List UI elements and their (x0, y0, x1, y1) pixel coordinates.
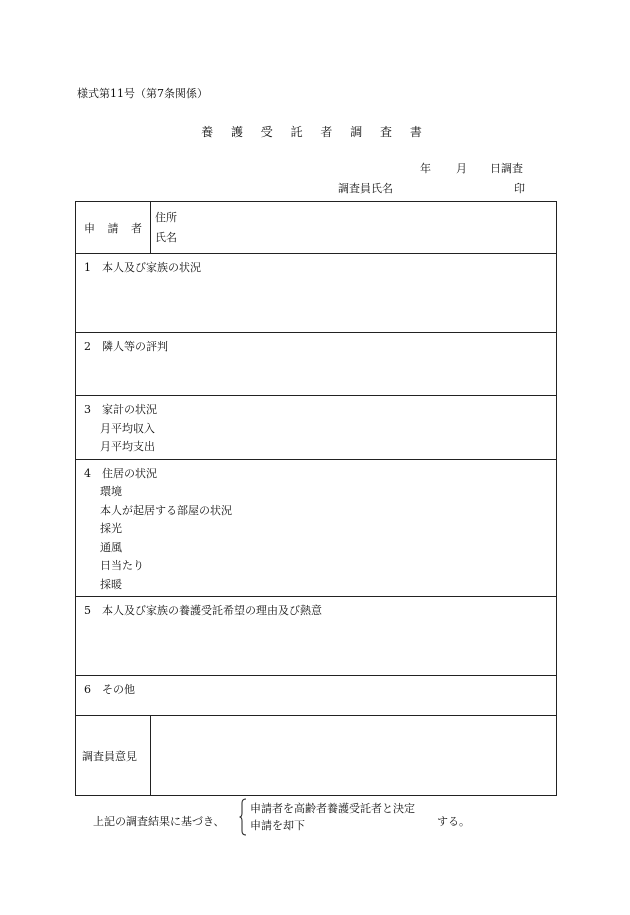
section-title: 本人及び家族の養護受託希望の理由及び熱意 (102, 604, 322, 617)
section-row (76, 396, 557, 460)
investigator-line (338, 180, 525, 196)
option-approve[interactable]: 申請者を高齢者養護受託者と決定 (250, 802, 415, 815)
applicant-row (76, 202, 557, 254)
decision-options (250, 800, 415, 834)
survey-form-table (75, 201, 557, 796)
section-item: 環境 (100, 485, 122, 498)
section-title: 本人及び家族の状況 (102, 261, 201, 274)
section-foster-care-motivation[interactable] (76, 597, 557, 676)
date-year-label: 年 (420, 162, 431, 175)
section-number: 3 (84, 403, 91, 416)
section-row (76, 676, 557, 716)
section-number: 5 (84, 604, 91, 617)
name-label: 氏名 (155, 231, 177, 244)
section-number: 4 (84, 466, 91, 480)
date-month-label: 月 (456, 162, 467, 175)
investigator-name-label: 調査員氏名 (338, 182, 393, 195)
opinion-field[interactable] (151, 716, 557, 796)
section-item: 日当たり (100, 559, 144, 572)
form-number: 様式第11号（第7条関係） (77, 87, 208, 100)
section-item: 月平均支出 (100, 440, 155, 453)
seal-label: 印 (514, 182, 525, 195)
applicant-label-char: 申 (84, 221, 95, 235)
section-title: 隣人等の評判 (102, 340, 168, 353)
footer-suffix-text: する。 (437, 815, 470, 828)
section-row (76, 254, 557, 333)
section-item: 採光 (100, 522, 122, 535)
date-day-label: 日調査 (490, 162, 523, 175)
section-household-finances[interactable] (76, 396, 557, 460)
section-row (76, 597, 557, 676)
section-family-status[interactable] (76, 254, 557, 333)
opinion-label-cell (76, 716, 151, 796)
left-brace-icon (239, 798, 247, 836)
section-title: 家計の状況 (102, 403, 157, 416)
footer-lead-text: 上記の調査結果に基づき、 (93, 815, 225, 828)
opinion-label: 調査員意見 (82, 749, 137, 763)
section-item: 採暖 (100, 577, 122, 591)
option-reject[interactable]: 申請を却下 (250, 819, 305, 832)
applicant-label-cell (76, 202, 151, 254)
section-item: 本人が起居する部屋の状況 (100, 503, 232, 517)
section-row (76, 459, 557, 597)
applicant-fields-cell[interactable] (151, 202, 557, 254)
opinion-row (76, 716, 557, 796)
section-row (76, 333, 557, 396)
section-neighbor-reputation[interactable] (76, 333, 557, 396)
section-housing-status[interactable] (76, 459, 557, 597)
section-title: 住居の状況 (102, 466, 157, 480)
section-number: 1 (84, 261, 91, 274)
section-item: 月平均収入 (100, 421, 155, 435)
section-number: 6 (84, 683, 91, 696)
document-title: 養 護 受 託 者 調 査 書 (201, 125, 429, 139)
section-title: その他 (102, 683, 135, 696)
applicant-label-char: 者 (131, 221, 142, 235)
section-item: 通風 (100, 540, 122, 554)
section-other[interactable] (76, 676, 557, 716)
applicant-label-char: 請 (107, 221, 119, 235)
section-number: 2 (84, 340, 91, 353)
address-label: 住所 (155, 211, 177, 224)
